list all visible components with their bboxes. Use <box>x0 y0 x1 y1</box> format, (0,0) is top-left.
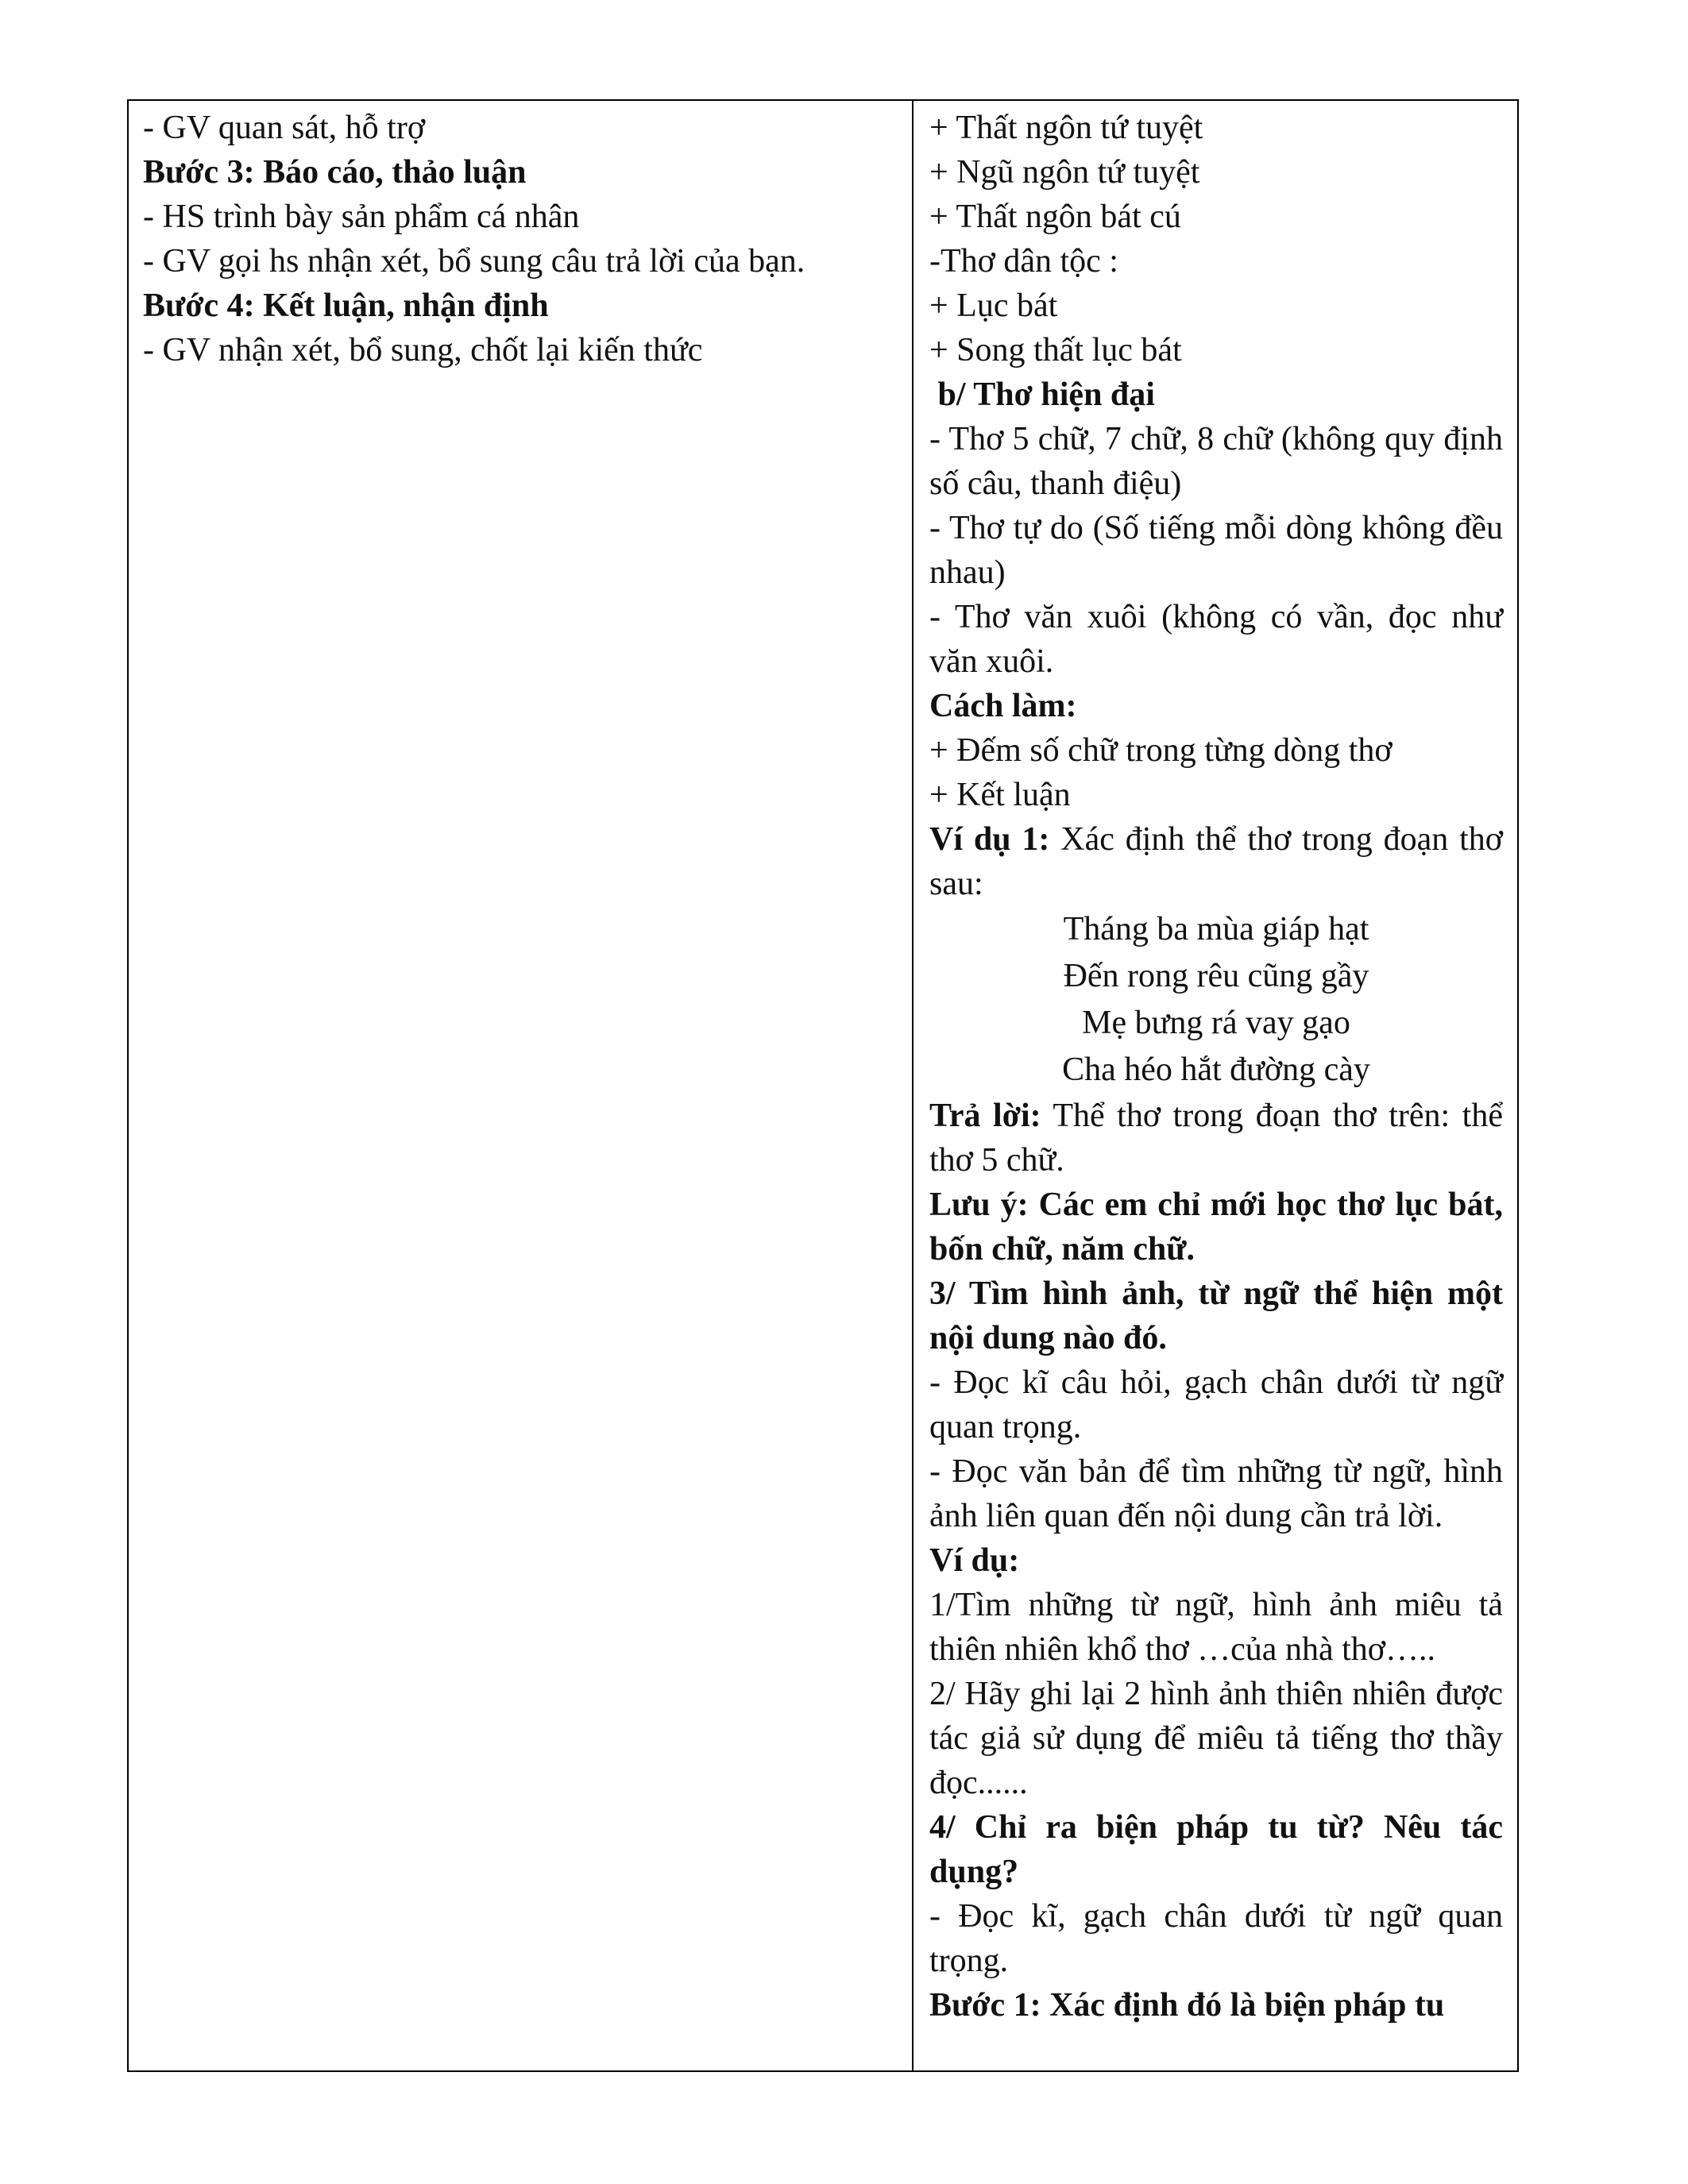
answer-paragraph <box>929 1094 1503 1183</box>
modern-item: - Thơ tự do (Số tiếng mỗi dòng không đều nhau) <box>929 510 1503 591</box>
poem-line: Tháng ba mùa giáp hạt <box>1063 911 1369 947</box>
method-item: + Kết luận <box>929 777 1071 813</box>
left-line-6: - GV nhận xét, bổ sung, chốt lại kiến thức <box>143 332 703 369</box>
modern-item: - Thơ 5 chữ, 7 chữ, 8 chữ (không quy định số câu, thanh điệu) <box>929 421 1503 502</box>
step3-heading: Bước 3: Báo cáo, thảo luận <box>143 154 527 191</box>
note-paragraph: Lưu ý: Các em chỉ mới học thơ lục bát, bốn chữ, năm chữ. <box>929 1187 1503 1268</box>
section3-heading: 3/ Tìm hình ảnh, từ ngữ thể hiện một nội dung nào đó. <box>929 1275 1503 1356</box>
left-line-4: - GV gọi hs nhận xét, bổ sung câu trả lời của bạn. <box>143 243 805 280</box>
example1-label: Ví dụ 1: <box>929 821 1050 858</box>
lesson-table <box>127 99 1519 2072</box>
answer-text: Thể thơ trong đoạn thơ trên: thể thơ 5 chữ. <box>929 1098 1503 1179</box>
example1-paragraph <box>929 817 1503 906</box>
modern-item: - Thơ văn xuôi (không có vần, đọc như văn xuôi. <box>929 599 1503 680</box>
answer-label: Trả lời: <box>929 1098 1041 1134</box>
section4-heading: 4/ Chỉ ra biện pháp tu từ? Nêu tác dụng? <box>929 1809 1503 1890</box>
left-line-1: - GV quan sát, hỗ trợ <box>143 110 426 146</box>
method-item: + Đếm số chữ trong từng dòng thơ <box>929 732 1393 769</box>
left-column <box>129 101 912 2070</box>
list1-item: + Song thất lục bát <box>929 332 1182 369</box>
poem <box>929 906 1503 1094</box>
list1-item: -Thơ dân tộc : <box>929 243 1118 280</box>
example1-text: Xác định thể thơ trong đoạn thơ sau: <box>929 821 1503 902</box>
list1-item: + Lục bát <box>929 287 1058 324</box>
list1-item: + Ngũ ngôn tứ tuyệt <box>929 154 1200 191</box>
list1-item: + Thất ngôn tứ tuyệt <box>929 110 1203 146</box>
example-heading: Ví dụ: <box>929 1542 1020 1579</box>
poem-line: Cha héo hắt đường cày <box>1062 1051 1370 1088</box>
method-heading: Cách làm: <box>929 688 1077 724</box>
poem-line: Đến rong rêu cũng gầy <box>1063 958 1369 994</box>
modern-poetry-heading: b/ Thơ hiện đại <box>929 376 1155 413</box>
step4-heading: Bước 4: Kết luận, nhận định <box>143 287 549 324</box>
section4-item: - Đọc kĩ, gạch chân dưới từ ngữ quan trọng. <box>929 1898 1503 1979</box>
section3-item: - Đọc kĩ câu hỏi, gạch chân dưới từ ngữ quan trọng. <box>929 1364 1503 1445</box>
right-column <box>914 101 1519 2070</box>
section3-item: - Đọc văn bản để tìm những từ ngữ, hình ảnh liên quan đến nội dung cần trả lời. <box>929 1453 1503 1534</box>
list1-item: + Thất ngôn bát cú <box>929 199 1181 235</box>
example-item: 1/Tìm những từ ngữ, hình ảnh miêu tả thiên nhiên khổ thơ …của nhà thơ….. <box>929 1587 1503 1668</box>
step1-heading: Bước 1: Xác định đó là biện pháp tu <box>929 1987 1445 2024</box>
poem-line: Mẹ bưng rá vay gạo <box>1082 1005 1350 1041</box>
left-line-3: - HS trình bày sản phẩm cá nhân <box>143 199 580 235</box>
example-item: 2/ Hãy ghi lại 2 hình ảnh thiên nhiên được tác giả sử dụng để miêu tả tiếng thơ thầy đọc...... <box>929 1676 1503 1801</box>
